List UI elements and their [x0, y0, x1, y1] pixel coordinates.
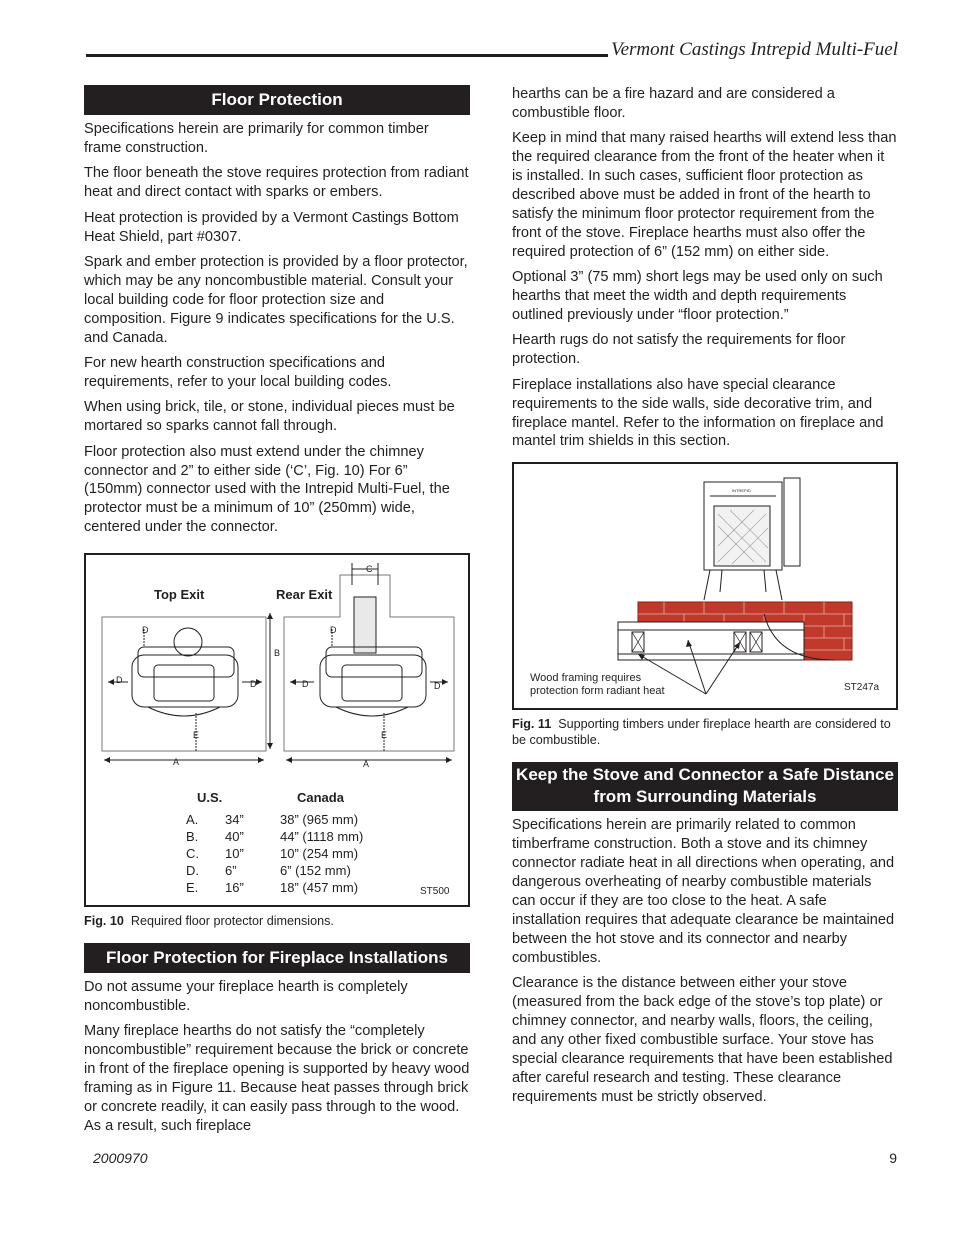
- paragraph: Specifications herein are primarily for common timber frame construction.: [84, 121, 429, 156]
- spec-letter: A.: [186, 812, 199, 828]
- paragraph: Floor protection also must extend under the chimney connector and 2” to either side (‘C’, Fig. 10) For 6” (150mm) connector used with the Intrepid Multi-Fuel, the protector must be a minimum of 10” (250mm) wide, centered under the connector.: [84, 443, 450, 536]
- caption-text: Supporting timbers under fireplace hearth are considered to be combustible.: [512, 717, 891, 748]
- dim-label-d: D: [142, 625, 149, 636]
- dim-label-a: A: [363, 759, 370, 770]
- paragraph: Clearance is the distance between either your stove (measured from the back edge of the stove’s top plate) or chimney connector, and nearby walls, floors, the ceiling, and any other fixed combustible surface. Your stove has special clearance requirements that have been established after careful research and testing. These clearance requirements must be strictly observed.: [512, 975, 893, 1105]
- floor-protector-drawing: [86, 555, 468, 905]
- us-column-header: U.S.: [197, 790, 223, 806]
- paragraph: The floor beneath the stove requires protection from radiant heat and direct contact with sparks or embers.: [84, 165, 469, 201]
- paragraph: Do not assume your fireplace hearth is completely noncombustible.: [84, 979, 408, 1015]
- page-number: 9: [889, 1150, 897, 1166]
- paragraph: Specifications herein are primarily related to common timberframe construction. Both a stove and its chimney connector radiate heat in all directions when operating, and dangerous overheating of nearby combustible materials can occur if they are too close to the heat. A safe installation requires that adequate clearance be maintained between the hot stove and its connector and nearby combustibles.: [512, 817, 895, 966]
- spec-us-value: 10”: [225, 846, 244, 862]
- figure-11-caption: [512, 716, 898, 748]
- stove-badge-mark: INTREPID: [732, 488, 751, 494]
- figure-11-hearth-diagram: [512, 462, 898, 710]
- header-rule: [86, 54, 608, 57]
- dim-label-e: E: [193, 730, 200, 741]
- right-column: [512, 85, 898, 1113]
- spec-us-value: 6”: [225, 863, 237, 879]
- paragraph: Fireplace installations also have special clearance requirements to the side walls, side decorative trim, and fireplace mantel. Refer to the information on fireplace and mantel trim shields in this section.: [512, 376, 884, 450]
- dim-label-a: A: [173, 757, 180, 768]
- dim-label-d: D: [330, 625, 337, 636]
- heading-fireplace-installations: Floor Protection for Fireplace Installations: [84, 943, 470, 973]
- dim-label-c: C: [366, 564, 373, 575]
- dim-label-d: D: [434, 681, 441, 692]
- dim-label-e: E: [381, 730, 388, 741]
- paragraph: Many fireplace hearths do not satisfy the “completely noncombustible” requirement because the brick or concrete in front of the fireplace opening is supported by heavy wood framing as in Figure 11. Because heat passes through brick or concrete readily, it can easily pass through to the wood. As a result, such fireplace: [84, 1023, 470, 1134]
- spec-letter: C.: [186, 846, 199, 862]
- running-header-title: Vermont Castings Intrepid Multi-Fuel: [611, 39, 898, 60]
- spec-canada-value: 44” (1118 mm): [280, 829, 364, 845]
- paragraph: Hearth rugs do not satisfy the requirements for floor protection.: [512, 332, 846, 368]
- framing-callout-label: Wood framing requires protection form radiant heat: [530, 672, 665, 698]
- spec-us-value: 16”: [225, 880, 244, 896]
- paragraph: Spark and ember protection is provided by a floor protector, which may be any noncombustible material. Consult your local building code for floor protection size and composition. Figure 9 indicates specifications for the U.S. and Canada.: [84, 253, 468, 346]
- spec-us-value: 40”: [225, 829, 244, 845]
- paragraph: Heat protection is provided by a Vermont Castings Bottom Heat Shield, part #0307.: [84, 209, 459, 245]
- heading-floor-protection: Floor Protection: [84, 85, 470, 115]
- dim-label-d: D: [250, 679, 257, 690]
- spec-letter: E.: [186, 880, 199, 896]
- heading-safe-distance: Keep the Stove and Connector a Safe Distance from Surrounding Materials: [512, 762, 898, 811]
- spec-canada-value: 10” (254 mm): [280, 846, 359, 862]
- spec-canada-value: 18” (457 mm): [280, 880, 359, 896]
- dim-label-b: B: [274, 648, 281, 659]
- dim-label-d: D: [302, 679, 309, 690]
- caption-text: Required floor protector dimensions.: [130, 914, 334, 929]
- rear-exit-label: Rear Exit: [276, 587, 333, 603]
- caption-number: Fig. 10: [84, 914, 124, 929]
- top-exit-label: Top Exit: [154, 587, 205, 603]
- figure-code: ST500: [420, 886, 450, 898]
- paragraph: For new hearth construction specifications and requirements, refer to your local building codes.: [84, 354, 392, 390]
- spec-letter: D.: [186, 863, 199, 879]
- spec-letter: B.: [186, 829, 199, 845]
- left-column: [84, 85, 470, 1142]
- paragraph: Keep in mind that many raised hearths will extend less than the required clearance from the front of the heater when it is installed. In such cases, sufficient floor protection as described above must be added in front of the hearth to satisfy the minimum floor protector requirement from the front of the stove. Fireplace hearths must also offer the required protection of 6” (152 mm) on either side.: [512, 130, 897, 260]
- document-number: 2000970: [93, 1150, 148, 1166]
- dim-label-d: D: [116, 675, 123, 686]
- figure-code: ST247a: [844, 682, 880, 694]
- figure-10-floor-protector-diagram: [84, 553, 470, 907]
- spec-canada-value: 6” (152 mm): [280, 863, 351, 879]
- caption-number: Fig. 11: [512, 717, 552, 732]
- paragraph: hearths can be a fire hazard and are considered a combustible floor.: [512, 86, 835, 121]
- canada-column-header: Canada: [297, 790, 344, 806]
- paragraph: When using brick, tile, or stone, individual pieces must be mortared so sparks cannot fall through.: [84, 399, 455, 435]
- figure-10-caption: [84, 913, 470, 929]
- spec-canada-value: 38” (965 mm): [280, 812, 359, 828]
- paragraph: Optional 3” (75 mm) short legs may be used only on such hearths that meet the width and depth requirements outlined previously under “floor protection.”: [512, 269, 883, 323]
- spec-us-value: 34”: [225, 812, 244, 828]
